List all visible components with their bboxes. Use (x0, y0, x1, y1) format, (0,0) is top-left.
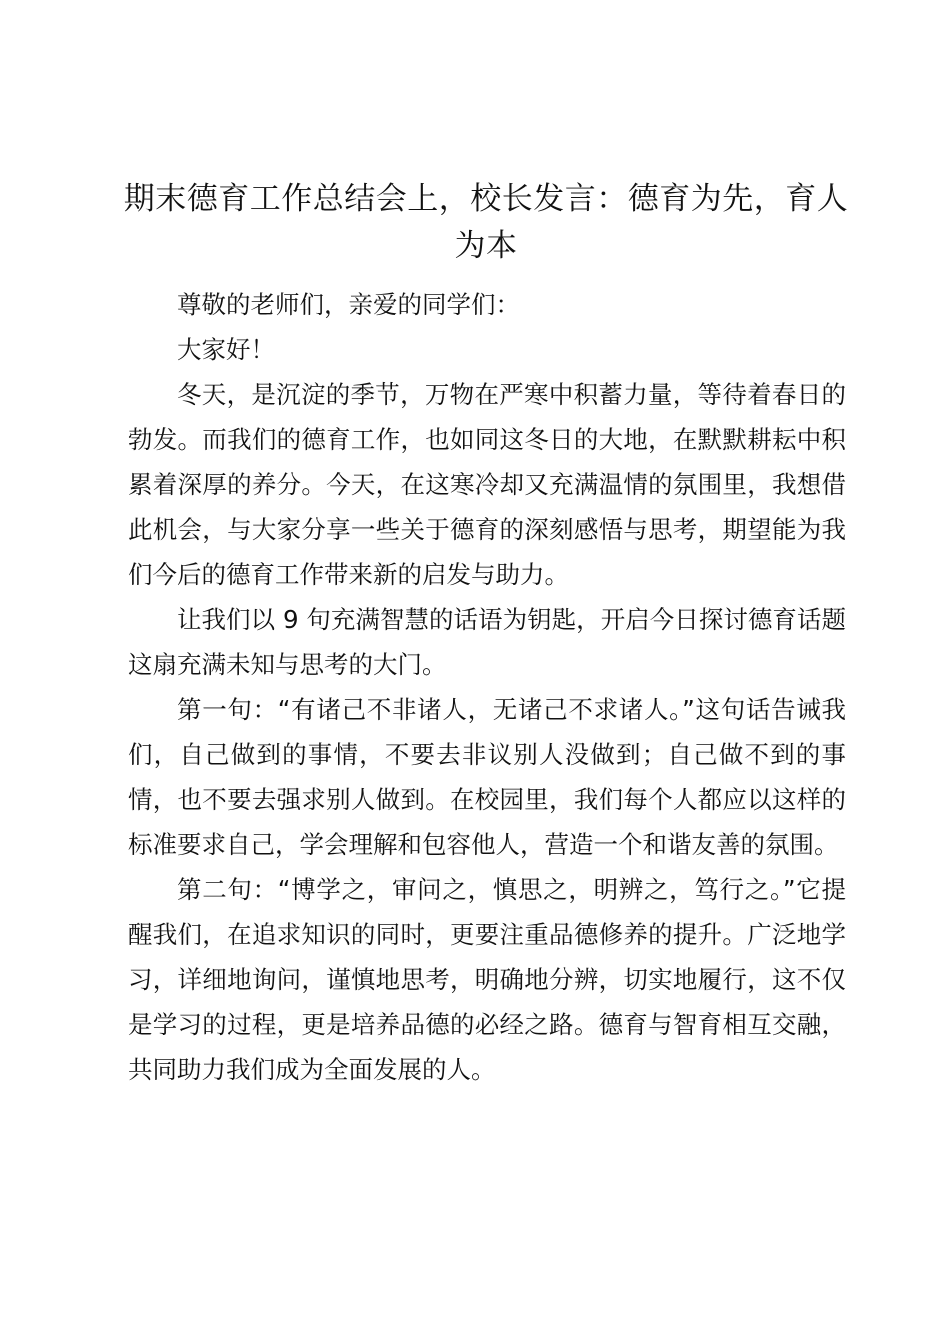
body-paragraph: 冬天，是沉淀的季节，万物在严寒中积蓄力量，等待着春日的勃发。而我们的德育工作，也如同这冬日的大地，在默默耕耘中积累着深厚的养分。今天，在这寒冷却又充满温情的氛围里，我想借此机会，与大家分享一些关于德育的深刻感悟与思考，期望能为我们今后的德育工作带来新的启发与助力。 (128, 380, 846, 589)
body-paragraph: 第一句：“有诸己不非诸人，无诸己不求诸人。”这句话告诫我们，自己做到的事情，不要去非议别人没做到；自己做不到的事情，也不要去强求别人做到。在校园里，我们每个人都应以这样的标准要求自己，学会理解和包容他人，营造一个和谐友善的氛围。 (128, 695, 846, 859)
body-paragraph: 让我们以 9 句充满智慧的话语为钥匙，开启今日探讨德育话题这扇充满未知与思考的大门。 (128, 605, 846, 679)
body-paragraph: 第二句：“博学之，审问之，慎思之，明辨之，笃行之。”它提醒我们，在追求知识的同时，更要注重品德修养的提升。广泛地学习，详细地询问，谨慎地思考，明确地分辨，切实地履行，这不仅是学习的过程，更是培养品德的必经之路。德育与智育相互交融，共同助力我们成为全面发展的人。 (128, 875, 846, 1084)
document-title: 期末德育工作总结会上，校长发言：德育为先，育人为本 (123, 181, 849, 264)
greeting-paragraph: 大家好！ (177, 335, 275, 364)
document-body (128, 282, 846, 1092)
salutation-paragraph: 尊敬的老师们，亲爱的同学们： (177, 290, 520, 319)
